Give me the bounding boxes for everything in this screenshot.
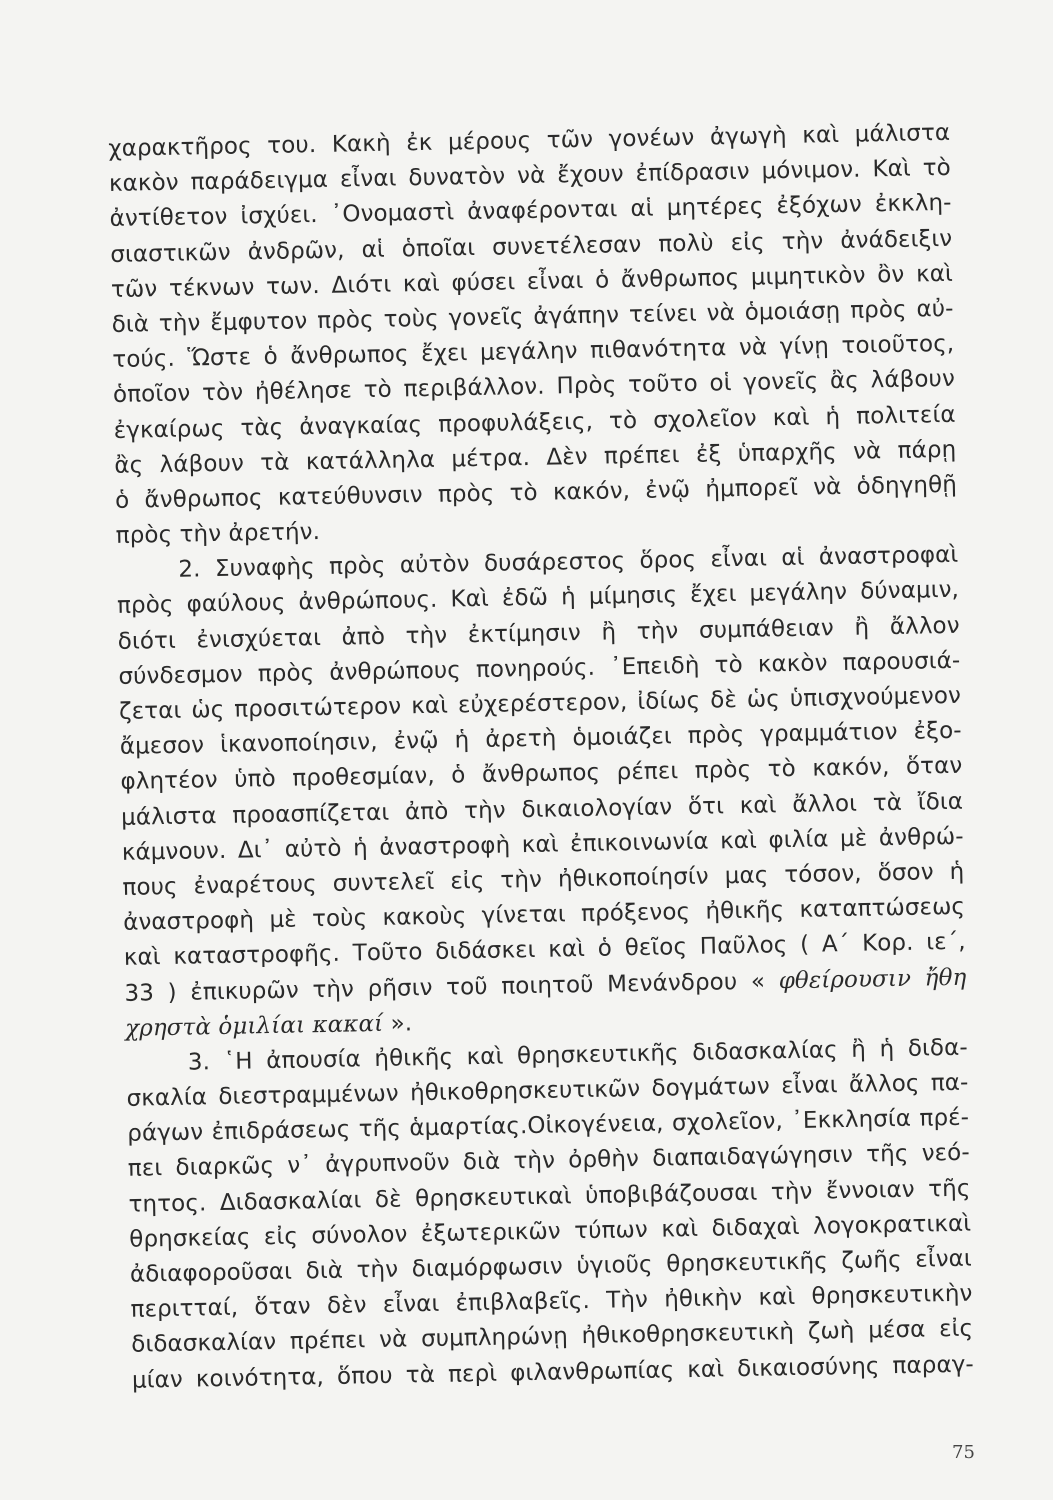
line-text: πρὸς τὴν ἀρετήν. xyxy=(115,519,321,549)
page-number: 75 xyxy=(952,1442,975,1463)
line-text: ἐγκαίρως τὰς ἀναγκαίας προφυλάξεις, τὸ σχολεῖον καὶ ἡ πολιτεία xyxy=(113,401,956,444)
line-text: κάμνουν. Δι᾿ αὐτὸ ἡ ἀναστροφὴ καὶ ἐπικοινωνία καὶ φιλία μὲ ἀνθρώ- xyxy=(121,823,964,866)
line-text: πρὸς φαύλους ἀνθρώπους. Καὶ ἐδῶ ἡ μίμησις ἔχει μεγάλην δύναμιν, xyxy=(116,577,960,620)
quotation-text: φθείρουσιν ἤθη xyxy=(778,964,967,994)
line-text: κακὸν παράδειγμα εἶναι δυνατὸν νὰ ἔχουν ἐπίδρασιν μόνιμον. Καὶ τὸ xyxy=(108,155,952,198)
line-text: διδασκαλίαν πρέπει νὰ συμπληρώνῃ ἠθικοθρησκευτικὴ ζωὴ μέσα εἰς xyxy=(131,1315,974,1359)
line-text: πει διαρκῶς ν᾿ ἀγρυπνοῦν διὰ τὴν ὀρθὴν διαπαιδαγώγησιν τῆς νεό- xyxy=(127,1140,971,1183)
line-text: ». xyxy=(382,1010,413,1037)
line-text: διότι ἐνισχύεται ἀπὸ τὴν ἐκτίμησιν ἢ τὴν συμπάθειαν ἢ ἄλλον xyxy=(117,612,960,655)
line-text: τούς. Ὥστε ὁ ἄνθρωπος ἔχει μεγάλην πιθανότητα νὰ γίνῃ τοιοῦτος, xyxy=(112,330,955,374)
line-text: πους ἐναρέτους συντελεῖ εἰς τὴν ἠθικοποίησίν μας τόσον, ὅσον ἡ xyxy=(122,858,965,901)
line-text: χαρακτῆρος του. Κακὴ ἐκ μέρους τῶν γονέων ἀγωγὴ καὶ μάλιστα xyxy=(108,119,951,162)
line-text: σιαστικῶν ἀνδρῶν, αἱ ὁποῖαι συνετέλεσαν πολὺ εἰς τὴν ἀνάδειξιν xyxy=(110,225,953,268)
line-text: διὰ τὴν ἔμφυτον πρὸς τοὺς γονεῖς ἀγάπην τείνει νὰ ὁμοιάσῃ πρὸς αὐ- xyxy=(111,295,954,338)
line-text: τητος. Διδασκαλίαι δὲ θρησκευτικαὶ ὑποβιβάζουσαι τὴν ἔννοιαν τῆς xyxy=(128,1175,971,1218)
line-text: μίαν κοινότητα, ὅπου τὰ περὶ φιλανθρωπίας καὶ δικαιοσύνης παραγ- xyxy=(131,1351,975,1394)
line-text: ἄμεσον ἱκανοποίησιν, ἐνῷ ἡ ἀρετὴ ὁμοιάζει πρὸς γραμμάτιον ἐξο- xyxy=(119,717,962,761)
line-text: σύνδεσμον πρὸς ἀνθρώπους πονηρούς. ᾿Επειδὴ τὸ κακὸν παρουσιά- xyxy=(118,647,961,690)
line-text: τῶν τέκνων των. Διότι καὶ φύσει εἶναι ὁ ἄνθρωπος μιμητικὸν ὂν καὶ xyxy=(110,260,954,303)
line-text: 2. Συναφὴς πρὸς αὐτὸν δυσάρεστος ὅρος εἶναι αἱ ἀναστροφαὶ xyxy=(178,542,959,583)
line-text: καὶ καταστροφῆς. Τοῦτο διδάσκει καὶ ὁ θεῖος Παῦλος ( Α΄ Κορ. ιε΄, xyxy=(123,928,966,972)
line-text: μάλιστα προασπίζεται ἀπὸ τὴν δικαιολογίαν ὅτι καὶ ἄλλοι τὰ ἴδια xyxy=(120,788,964,831)
line-text: ἀδιαφοροῦσαι διὰ τὴν διαμόρφωσιν ὑγιοῦς θρησκευτικῆς ζωῆς εἶναι xyxy=(129,1245,973,1288)
line-text: περιτταί, ὅταν δὲν εἶναι ἐπιβλαβεῖς. Τὴν ἠθικὴν καὶ θρησκευτικὴν xyxy=(130,1280,973,1323)
line-text: φλητέον ὑπὸ προθεσμίαν, ὁ ἄνθρωπος ρέπει πρὸς τὸ κακόν, ὅταν xyxy=(120,753,963,796)
line-text: ράγων ἐπιδράσεως τῆς ἁμαρτίας.Οἰκογένεια, σχολεῖον, ᾿Εκκλησία πρέ- xyxy=(126,1104,970,1148)
line-text: σκαλία διεστραμμένων ἠθικοθρησκευτικῶν δογμάτων εἶναι ἄλλος πα- xyxy=(126,1069,969,1112)
line-text: 33 ) ἐπικυρῶν τὴν ρῆσιν τοῦ ποιητοῦ Μενάνδρου « xyxy=(124,968,766,1007)
line-text: ἀντίθετον ἰσχύει. ᾿Ονομαστὶ ἀναφέρονται αἱ μητέρες ἐξόχων ἐκκλη- xyxy=(109,190,952,233)
line-text: ἀναστροφὴ μὲ τοὺς κακοὺς γίνεται πρόξενος ἠθικῆς καταπτώσεως xyxy=(122,893,966,936)
line-text: ζεται ὡς προσιτώτερον καὶ εὐχερέστερον, ἰδίως δὲ ὡς ὑπισχνούμενον xyxy=(118,682,962,725)
line-text: θρησκείας εἰς σύνολον ἐξωτερικῶν τύπων καὶ διδαχαὶ λογοκρατικαὶ xyxy=(129,1210,972,1253)
body-text xyxy=(108,116,974,1399)
line-text: 3. ῾Η ἀπουσία ἠθικῆς καὶ θρησκευτικῆς διδασκαλίας ἢ ἡ διδα- xyxy=(187,1034,968,1076)
quotation-text: χρηστὰ ὁμιλίαι κακαί xyxy=(124,1010,384,1042)
line-text: ὁ ἄνθρωπος κατεύθυνσιν πρὸς τὸ κακόν, ἐνῷ ἠμπορεῖ νὰ ὁδηγηθῇ xyxy=(114,471,958,514)
line-text: ἂς λάβουν τὰ κατάλληλα μέτρα. Δὲν πρέπει ἐξ ὑπαρχῆς νὰ πάρῃ xyxy=(114,436,957,479)
line-text: ὁποῖον τὸν ἠθέλησε τὸ περιβάλλον. Πρὸς τοῦτο οἱ γονεῖς ἂς λάβουν xyxy=(112,366,956,409)
